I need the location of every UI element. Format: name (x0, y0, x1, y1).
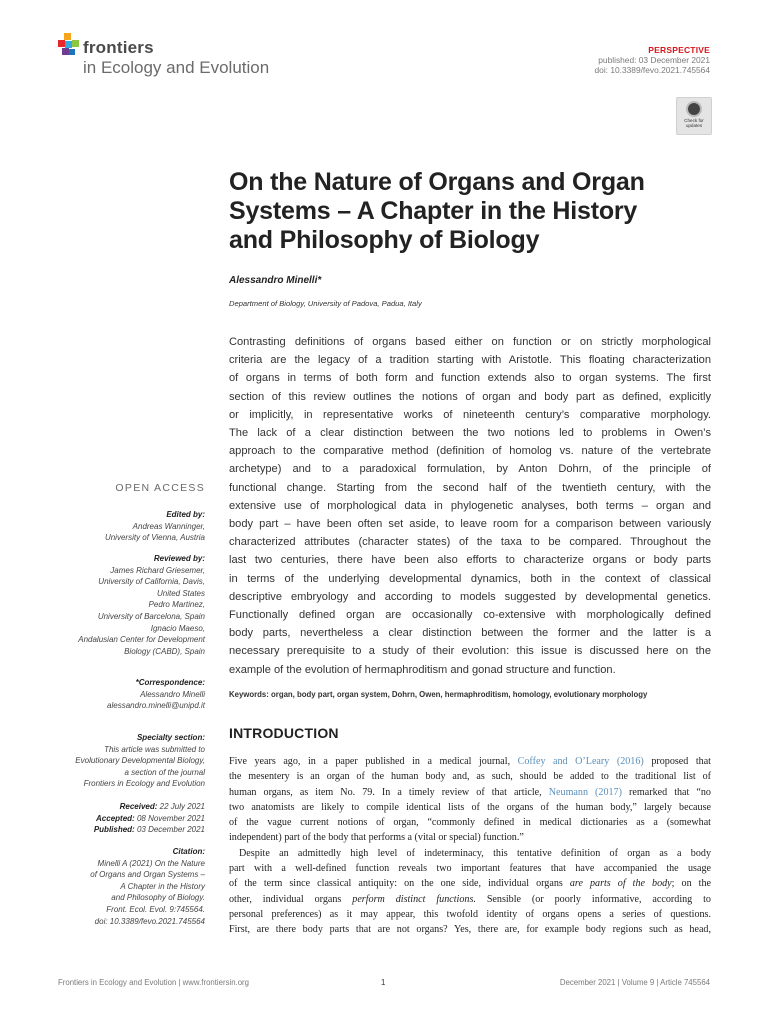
doi[interactable]: doi: 10.3389/fevo.2021.745564 (594, 65, 710, 75)
citation-doi[interactable]: doi: 10.3389/fevo.2021.745564 (94, 916, 205, 926)
published-date: published: 03 December 2021 (598, 55, 710, 65)
reviewed-by-block: Reviewed by: James Richard Griesemer, University of California, Davis, United States Pedro Martinez, University of Barcelona, Spain Ignacio Maeso, Andalusian Center for Development Biology (CABD), Spain (78, 554, 205, 656)
journal-name: in Ecology and Evolution (83, 58, 270, 77)
check-updates-icon (686, 101, 702, 117)
check-updates-label: Check for updates (684, 118, 704, 128)
citation-link-neumann[interactable]: Neumann (2017) (548, 786, 622, 798)
article-type: PERSPECTIVE (648, 45, 710, 55)
article-meta (595, 45, 711, 75)
footer-volume: December 2021 | Volume 9 | Article 745564 (559, 978, 710, 987)
citation-link-coffey[interactable]: Coffey and O’Leary (2016) (517, 756, 644, 767)
page-number: 1 (381, 978, 386, 987)
article-title: On the Nature of Organs and Organ Systems – A Chapter in the History and Philosophy of Biology (229, 168, 645, 254)
dates-block: Received: 22 July 2021 Accepted: 08 November 2021 Published: 03 December 2021 (93, 802, 205, 835)
correspondence-block: *Correspondence: Alessandro Minelli alessandro.minelli@unipd.it (25, 677, 205, 712)
correspondence-email[interactable]: alessandro.minelli@unipd.it (107, 701, 205, 711)
abstract: Contrasting definitions of organs based either on function or on strictly morphological criteria are the legacy of a tradition starting with Aristotle. This floating characterization of organs in terms of both form and function extends also to organ systems. The first section of this review outlines the notions of organ and body part as defined, explicitly or implicitly, in representative works of nineteenth century’s comparative morphology. The lack of a clear distinction between the two notions led to problems in Owen’s approach to the comparative method (definition of homolog vs. nature of the vertebrate archetype) and to a paradoxical formulation, by Anton Dohrn, of the principle of functional change. Starting from the second half of the twentieth century, with the extensive use of morphological data in phylogenetic analyses, both terms – organ and body part – have been often set aside, to leave room for a comparison between variously characterized attributes (character states) of the taxa to be compared. Throughout the last two centuries, there have been also efforts to characterize organs or body parts in terms of the underlying developmental dynamics, both in the context of classical descriptive embryology and according to models suggested by developmental genetics. Functionally defined organ are occasionally co-extensive with morphologically defined body parts, nevertheless a clear distinction between the former and the latter is a necessary prerequisite to a study of their evolution: this issue is discussed here on the example of the evolution of hermaphroditism and gonad structure and function. (229, 336, 711, 676)
frontiers-logo-icon (58, 33, 80, 59)
brand-name: frontiers (83, 38, 154, 57)
journal-logo[interactable] (58, 33, 288, 83)
section-heading-introduction: INTRODUCTION (229, 725, 339, 741)
keywords: Keywords: organ, body part, organ system, Dohrn, Owen, hermaphroditism, homology, evolutionary morphology (229, 690, 648, 699)
edited-by-block: Edited by: Andreas Wanninger, University of Vienna, Austria (104, 510, 205, 543)
check-for-updates-button[interactable] (676, 97, 712, 135)
affiliation: Department of Biology, University of Padova, Padua, Italy (229, 299, 422, 308)
open-access-label: OPEN ACCESS (115, 482, 205, 494)
author[interactable]: Alessandro Minelli* (229, 275, 322, 286)
footer-journal[interactable]: Frontiers in Ecology and Evolution | www.frontiersin.org (58, 978, 249, 987)
citation-block: Citation: Minelli A (2021) On the Nature of Organs and Organ Systems – A Chapter in the History and Philosophy of Biology. Front. Ecol. Evol. 9:745564. doi: 10.3389/fevo.2021.745564 (25, 846, 205, 927)
introduction-body: Five years ago, in a paper published in a medical journal, Coffey and O’Leary (2016) proposed that the mesentery is an organ of the human body and, as such, should be added to the traditional list of human organs, as item No. 79. In a timely review of that article, Neumann (2017) remarked that “no two anatomists are likely to compile identical lists of the organs of the human body,” largely because of the vague current notions of organ, “commonly defined in medical dictionaries as a (somewhat independent) part of the body that performs a (vital or special) function.” Despite an admittedly high level of indeterminacy, this tentative definition of organ as a body part with a well-defined function reveals two important features that have accompanied the usage of the term since classical antiquity: on the one side, individual organs are parts of the body; on the other, individual organs perform distinct functions. Sensible (or poorly informative, according to personal preferences) as it may appear, this twofold identity of organs opens a series of questions. First, are there body parts that are not organs? Yes, there are, for example body regions such as head, (229, 756, 711, 936)
specialty-section-block: Specialty section: This article was submitted to Evolutionary Developmental Biology, a section of the journal Frontiers in Ecology and Evolution (75, 733, 205, 789)
